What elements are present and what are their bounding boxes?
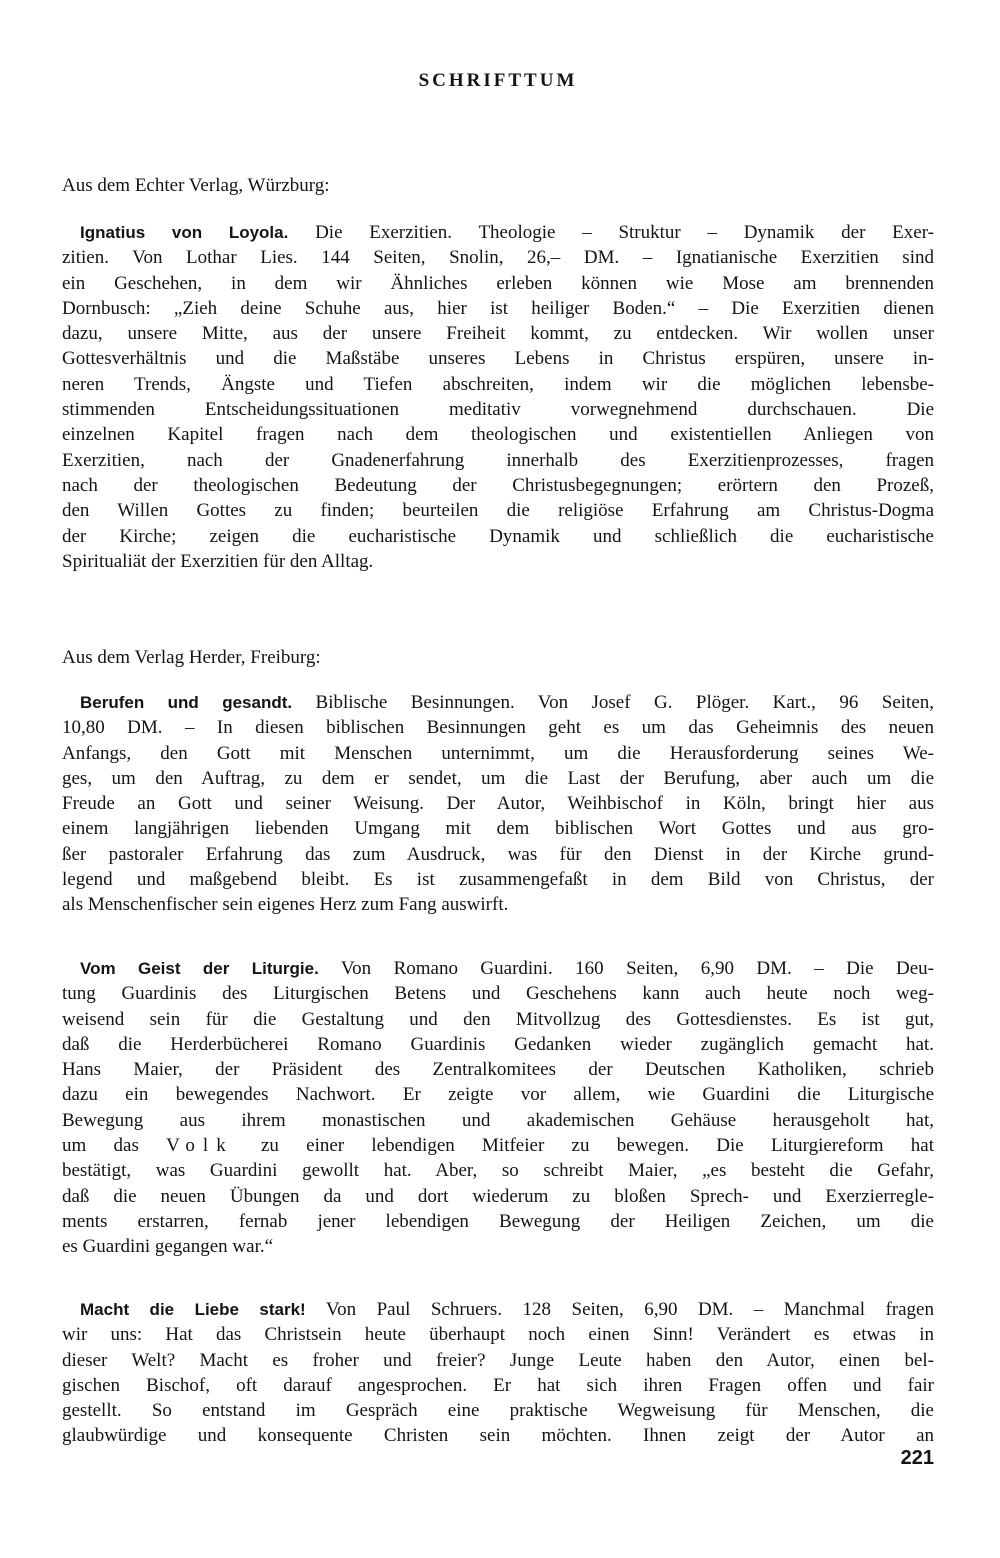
entry-line: Freude an Gott und seiner Weisung. Der Autor, Weihbischof in Köln, bringt hier aus [62,793,934,815]
entry-line: Macht die Liebe stark! Von Paul Schruers. 128 Seiten, 6,90 DM. – Manchmal fragen [80,1299,934,1320]
entry-line: gischen Bischof, oft darauf angesprochen. Er hat sich ihren Fragen offen und fair [62,1374,934,1396]
review-entry-liturgie [62,956,934,1260]
entry-line: den Willen Gottes zu finden; beurteilen die religiöse Erfahrung am Christus-Dogma [62,500,934,522]
entry-line: daß die Herderbücherei Romano Guardinis Gedanken wieder zugänglich gemacht hat. [62,1033,934,1055]
entry-line: Exerzitien, nach der Gnadenerfahrung innerhalb des Exerzitienprozesses, fragen [62,449,934,471]
entry-line: 10,80 DM. – In diesen biblischen Besinnungen geht es um das Geheimnis des neuen [62,717,934,739]
entry-line: ges, um den Auftrag, zu dem er sendet, um die Last der Berufung, aber auch um die [62,767,934,789]
entry-line: bestätigt, was Guardini gewollt hat. Aber, so schreibt Maier, „es besteht die Gefahr, [62,1160,934,1182]
page-title: SCHRIFTTUM [418,70,578,91]
entry-line: Dornbusch: „Zieh deine Schuhe aus, hier ist heiliger Boden.“ – Die Exerzitien dienen [62,297,934,319]
entry-line: als Menschenfischer sein eigenes Herz zum Fang auswirft. [62,894,509,916]
entry-line: Berufen und gesandt. Biblische Besinnungen. Von Josef G. Plöger. Kart., 96 Seiten, [80,692,934,713]
entry-line: dazu, unsere Mitte, aus der unsere Freiheit kommt, zu entdecken. Wir wollen unser [62,323,934,345]
entry-line: Ignatius von Loyola. Die Exerzitien. Theologie – Struktur – Dynamik der Exer- [80,222,934,243]
entry-line: Spiritualiät der Exerzitien für den Alltag. [62,550,374,572]
publisher-heading-echter: Aus dem Echter Verlag, Würzburg: [62,175,330,196]
entry-line: neren Trends, Ängste und Tiefen abschreiten, indem wir die möglichen lebensbe- [62,373,934,395]
entry-line: nach der theologischen Bedeutung der Christusbegegnungen; erörtern den Prozeß, [62,474,934,496]
entry-line: dieser Welt? Macht es froher und freier? Junge Leute haben den Autor, einen bel- [62,1349,934,1371]
entry-line: Anfangs, den Gott mit Menschen unternimmt, um die Herausforderung seines We- [62,742,934,764]
entry-line: Vom Geist der Liturgie. Von Romano Guardini. 160 Seiten, 6,90 DM. – Die Deu- [80,958,934,979]
entry-line: legend und maßgebend bleibt. Es ist zusammengefaßt in dem Bild von Christus, der [62,869,934,891]
review-entry-berufen [62,690,934,918]
entry-line: Gottesverhältnis und die Maßstäbe unseres Lebens in Christus erspüren, unsere in- [62,348,934,370]
entry-line: wir uns: Hat das Christsein heute überhaupt noch einen Sinn! Verändert es etwas in [62,1324,934,1346]
entry-line: Bewegung aus ihrem monastischen und akademischen Gehäuse herausgeholt hat, [62,1109,934,1131]
review-entry-liebe [62,1297,934,1449]
entry-line: gestellt. So entstand im Gespräch eine praktische Wegweisung für Menschen, die [62,1400,934,1422]
review-entry-ignatius [62,220,934,574]
entry-line: weisend sein für die Gestaltung und den Mitvollzug des Gottesdienstes. Es ist gut, [62,1008,934,1030]
entry-line: Hans Maier, der Präsident des Zentralkomitees der Deutschen Katholiken, schrieb [62,1059,934,1081]
entry-line: der Kirche; zeigen die eucharistische Dynamik und schließlich die eucharistische [62,525,934,547]
entry-line: zitien. Von Lothar Lies. 144 Seiten, Snolin, 26,– DM. – Ignatianische Exerzitien sind [62,247,934,269]
entry-line: dazu ein bewegendes Nachwort. Er zeigte vor allem, wie Guardini die Liturgische [62,1084,934,1106]
entry-line: daß die neuen Übungen da und dort wiederum zu bloßen Sprech- und Exerzierregle- [62,1185,934,1207]
entry-line: einem langjährigen liebenden Umgang mit dem biblischen Wort Gottes und aus gro- [62,818,934,840]
entry-line: glaubwürdige und konsequente Christen sein möchten. Ihnen zeigt der Autor an [62,1425,934,1447]
publisher-heading-herder: Aus dem Verlag Herder, Freiburg: [62,647,321,668]
entry-line: stimmenden Entscheidungssituationen meditativ vorwegnehmend durchschauen. Die [62,399,934,421]
entry-line: tung Guardinis des Liturgischen Betens und Geschehens kann auch heute noch weg- [62,983,934,1005]
entry-line: ein Geschehen, in dem wir Ähnliches erleben können wie Mose am brennenden [62,272,934,294]
page-number: 221 [900,1447,934,1469]
entry-line: ßer pastoraler Erfahrung das zum Ausdruck, was für den Dienst in der Kirche grund- [62,843,934,865]
entry-line: um das Volk zu einer lebendigen Mitfeier zu bewegen. Die Liturgiereform hat [62,1135,934,1157]
entry-title: Berufen und gesandt. [80,693,293,712]
entry-line: es Guardini gegangen war.“ [62,1236,274,1258]
entry-line: einzelnen Kapitel fragen nach dem theologischen und existentiellen Anliegen von [62,424,934,446]
entry-title: Vom Geist der Liturgie. [80,959,319,978]
entry-title: Macht die Liebe stark! [80,1300,306,1319]
document-page [62,0,934,1558]
entry-title: Ignatius von Loyola. [80,223,289,242]
entry-line: ments erstarren, fernab jener lebendigen Bewegung der Heiligen Zeichen, um die [62,1210,934,1232]
